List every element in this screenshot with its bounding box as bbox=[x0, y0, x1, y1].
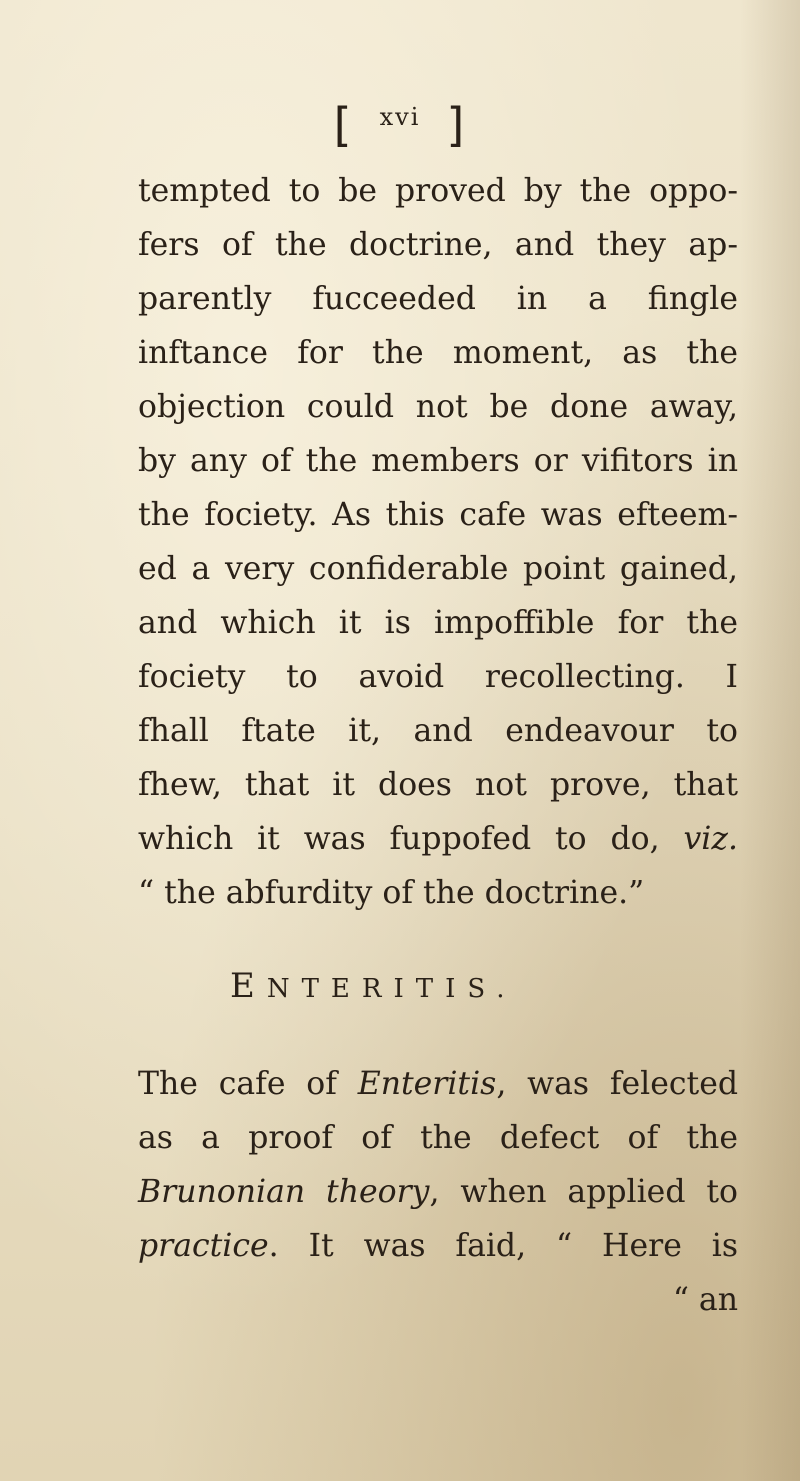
italic-term: Enteritis bbox=[357, 1066, 497, 1102]
text-line: and which it is impoffible for the bbox=[138, 605, 738, 641]
heading-rest: NTERITIS. bbox=[266, 974, 517, 1004]
text-segment: which it was fuppofed to do, bbox=[138, 821, 660, 857]
text-segment: . It was faid, “ Here is bbox=[268, 1228, 738, 1264]
text-line bbox=[138, 1219, 738, 1273]
heading-initial: E bbox=[230, 966, 267, 1006]
text-line: ed a very confiderable point gained, bbox=[138, 551, 738, 587]
text-line: fhall ftate it, and endeavour to bbox=[138, 713, 738, 749]
paragraph-2 bbox=[138, 1057, 738, 1327]
text-line bbox=[138, 1165, 738, 1219]
text-line: the fociety. As this cafe was efteem- bbox=[138, 497, 738, 533]
text-line: fers of the doctrine, and they ap- bbox=[138, 227, 738, 263]
text-line: fhew, that it does not prove, that bbox=[138, 767, 738, 803]
text-line-with-italic bbox=[138, 812, 738, 866]
header-bracket-open: [ bbox=[333, 98, 354, 152]
page-edge-shadow bbox=[740, 0, 800, 1481]
page-number: xvi bbox=[379, 103, 421, 131]
text-line: “ the abfurdity of the doctrine.” bbox=[138, 875, 645, 911]
text-line bbox=[138, 1057, 738, 1111]
text-line: as a proof of the defect of the bbox=[138, 1120, 738, 1156]
italic-abbreviation: viz. bbox=[683, 821, 738, 857]
text-segment: , was felected bbox=[496, 1066, 739, 1102]
catchword: “ an bbox=[672, 1282, 738, 1318]
text-line: by any of the members or vifitors in bbox=[138, 443, 738, 479]
text-line: parently fucceeded in a fingle bbox=[138, 281, 738, 317]
section-heading bbox=[230, 966, 630, 1006]
italic-term: practice bbox=[138, 1228, 269, 1264]
header-bracket-close: ] bbox=[446, 98, 467, 152]
text-line: objection could not be done away, bbox=[138, 389, 738, 425]
italic-term: Brunonian theory bbox=[138, 1174, 430, 1210]
text-segment: , when applied to bbox=[429, 1174, 738, 1210]
text-line: fociety to avoid recollecting. I bbox=[138, 659, 738, 695]
paragraph-1 bbox=[138, 164, 738, 920]
page-header bbox=[0, 98, 800, 152]
text-line: inftance for the moment, as the bbox=[138, 335, 738, 371]
text-line: tempted to be proved by the oppo- bbox=[138, 173, 738, 209]
text-segment: The cafe of bbox=[138, 1066, 358, 1102]
